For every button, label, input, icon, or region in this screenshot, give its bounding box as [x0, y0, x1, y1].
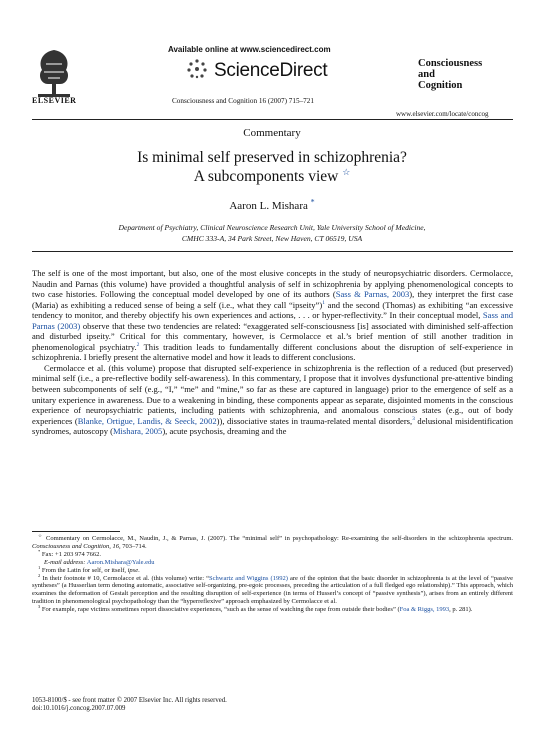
footnote-3 [32, 606, 513, 614]
body-text: This tradition leads to fundamentally different conclusions about the disruption of self-experience in schizophrenia. I briefly present the alternative model and how it leads to different conclusions. [32, 341, 513, 363]
footnotes [32, 532, 514, 614]
body-text: )), dissociative states in trauma-related mental disorders, [216, 415, 413, 426]
journal-citation: Consciousness and Cognition 16 (2007) 715–721 [172, 97, 314, 105]
footnote-mark: ☆ [38, 532, 44, 538]
article-title [0, 148, 544, 186]
journal-name-line: Consciousness [418, 58, 483, 69]
affiliation-line-2: CMHC 333-A, 34 Park Street, New Haven, CT 06519, USA [181, 234, 363, 243]
author-name-text: Aaron L. Mishara [229, 200, 308, 212]
body-text: and the second (Thomas) as exhibiting “an excessive tendency to monitor, and thereby objectify his own experiences and actions, . . . or hyper-reflectivity.” In their conceptual model, [32, 299, 514, 321]
footnote-star [32, 532, 514, 551]
footnote-text: . [138, 566, 140, 574]
body-text: observe that these two tendencies are related: “exaggerated self-consciousness [is] associated with diminished self-affection and disturbed ipseity.” Critical for this commentary, however, is Cermolacce et al.’s brief mention of still another tradition in phenomenological psychiatry. [32, 320, 513, 352]
body-text: delusional misidentification syndromes, autoscopy ( [32, 415, 513, 437]
available-online-text[interactable]: Available online at www.sciencedirect.com [168, 45, 331, 54]
body-text: Cermolacce et al. (this volume) propose that disrupted self-experience in schizophrenia is the reflection of a reduced (but preserved) minimal self (i.e., a pre-reflective bodily self-awareness). In this commentary, I propose that it involves dysfunctional pre-attentive binding between subcomponents of self (e.g., “I,” “me” and “mine,” so far as these are captured in language) prior to the emergence of self as a unitary experience in awareness. Due to a weakening in binding, these components appear as separate, disjointed moments in the conscious experience of neuropsychiatric patients, including patients with schizophrenia, and anomalous conscious states (e.g., out of body experiences ( [32, 362, 513, 426]
citation-link[interactable]: Sass & Parnas, 2003 [335, 289, 410, 300]
footnote-2 [32, 572, 513, 607]
citation-link[interactable]: Schwartz and Wiggins (1992) [209, 574, 288, 582]
body-text: The self is one of the most important, but also, one of the most elusive concepts in the study of neuropsychiatric disorders. Cermolacce, Naudin and Parnas (this volume) have provided a thoughtful analysis of self in schizophrenia by applying phenomenological concepts to two case histories. Following the conceptual model developed by one of its authors ( [32, 268, 513, 300]
sciencedirect-logo-icon [186, 58, 208, 80]
affiliation-line-1: Department of Psychiatry, Clinical Neuroscience Research Unit, Yale University School of Medicine, [118, 223, 426, 232]
header-divider [32, 119, 513, 120]
sciencedirect-wordmark: ScienceDirect [214, 60, 328, 81]
footnote-text: In their footnote # 10, Cermolacce et al. (this volume) write: “ [42, 574, 210, 582]
email-label: E-mail address: [44, 558, 86, 566]
footnote-mark: 3 [38, 604, 41, 609]
footnote-ref-link[interactable]: 1 [322, 299, 325, 306]
title-line-2 [0, 167, 544, 186]
title-line-2-text: A subcomponents view [193, 168, 339, 185]
body-text: ), acute psychosis, dreaming and the [162, 426, 287, 437]
citation-link[interactable]: Foa & Riggs, 1993 [399, 606, 450, 614]
publisher-name: ELSEVIER [32, 96, 77, 105]
journal-url-link[interactable]: www.elsevier.com/locate/concog [396, 110, 489, 118]
doi-line: doi:10.1016/j.concog.2007.07.009 [32, 705, 126, 713]
footnote-text: , p. 281). [449, 606, 473, 614]
affiliation [0, 222, 544, 244]
journal-name-line: and [418, 69, 435, 80]
email-link[interactable]: Aaron.Mishara@Yale.edu [86, 558, 155, 566]
issn-line: 1053-8100/$ - see front matter © 2007 Elsevier Inc. All rights reserved. [32, 697, 227, 704]
footnote-mark: * [38, 548, 41, 554]
citation-link[interactable]: Sass and Parnas (2003) [32, 310, 513, 331]
footnote-italic: ipse [127, 566, 139, 574]
footnote-text: , 703–714. [119, 542, 147, 550]
body-text: ), they interpret the first case (Maria) as exhibiting a reduced sense of being a self (i.e., what they call “ipseity”) [32, 289, 513, 310]
title-divider [32, 251, 513, 252]
footnote-ref-link[interactable]: 2 [136, 341, 140, 348]
footnote-mark: 1 [38, 564, 41, 570]
article-body [32, 268, 513, 437]
title-line-1: Is minimal self preserved in schizophrenia? [137, 149, 407, 166]
elsevier-tree-logo [34, 44, 74, 100]
body-paragraph [32, 268, 513, 363]
citation-link[interactable]: Blanke, Ortigue, Landis, & Seeck, 2002 [77, 415, 217, 426]
footnote-text: For example, rape victims sometimes report dissociative experiences, “such as the sense of watching the rape from outside their bodies” ( [41, 606, 400, 614]
footnote-text: Commentary on Cermolacce, M., Naudin, J., & Parnas, J. (2007). The “minimal self” in psychopathology: Re-examining the self-disorders in the schizophrenia spectrum. [46, 535, 514, 542]
title-footnote-link[interactable]: ☆ [342, 166, 351, 177]
footnote-mark: 2 [38, 572, 41, 578]
footnote-text: From the Latin for self, or itself, [41, 566, 128, 574]
author-name [0, 197, 544, 212]
fax-number: Fax: +1 203 974 7662. [41, 550, 101, 558]
footnote-text: are of the opinion that the basic disorder in schizophrenia is at the level of “passive syntheses” (a Husserlian term denoting automatic, associative self-organizing, pre-egoic processes, preceding the articulation of a full fledged ego relationship).” This approach, which examines the deformation of Gestalt perception and the resulting disruption of self-experience (in terms of Husserl’s concept of “passive synthesis”), arises from an entirely different tradition in phenomenological psychopathology than the “hyperreflexive” approach emphasized by Cermolacce et al. [32, 574, 513, 606]
author-footnote-link[interactable]: * [310, 197, 315, 207]
footnote-divider [32, 531, 120, 532]
section-label: Commentary [243, 127, 301, 139]
journal-name [418, 58, 482, 91]
footnote-journal: Consciousness and Cognition, 16 [32, 542, 120, 550]
journal-name-line: Cognition [418, 80, 463, 91]
footnote-ref-link[interactable]: 3 [412, 415, 415, 422]
front-matter [32, 697, 227, 713]
footnote-corresponding [32, 548, 513, 559]
body-paragraph [32, 363, 513, 437]
citation-link[interactable]: Mishara, 2005 [112, 426, 163, 437]
